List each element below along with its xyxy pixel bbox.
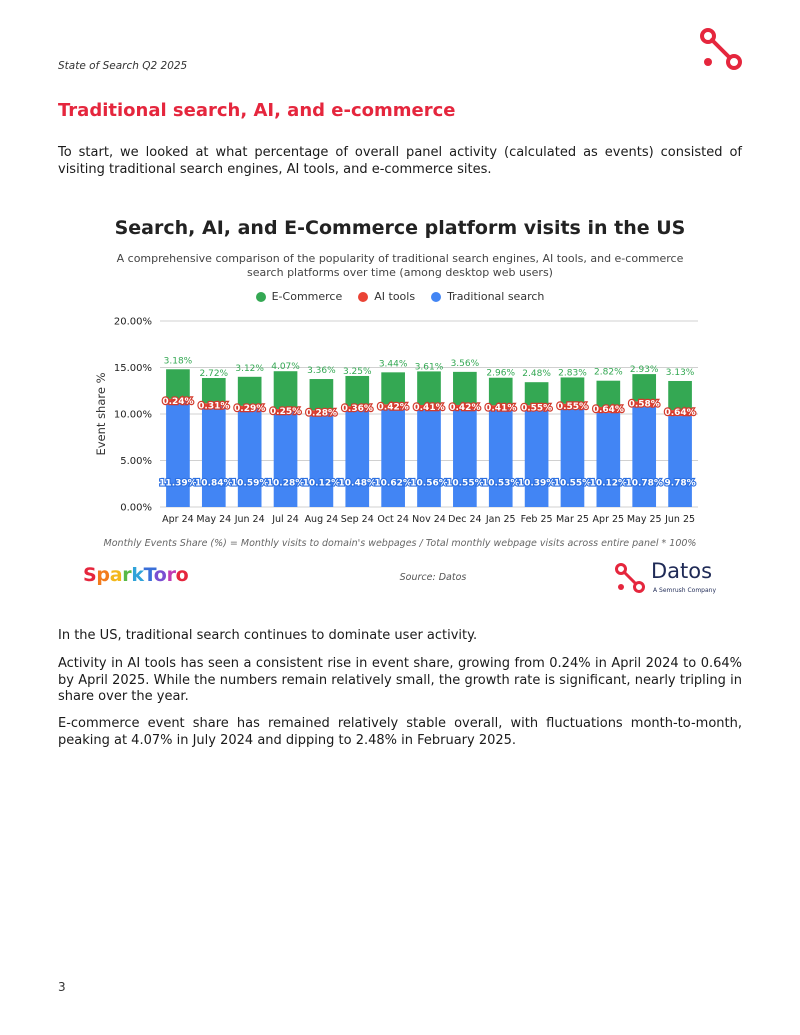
legend-label: E-Commerce: [271, 290, 343, 303]
chart-figure: [78, 205, 722, 605]
bar-ecommerce: [310, 379, 334, 410]
data-label-ai-tools: 0.42%: [377, 402, 409, 413]
data-label-ecommerce: 2.82%: [594, 367, 623, 378]
bar-ecommerce: [453, 372, 477, 405]
data-label-ecommerce: 3.18%: [163, 356, 193, 367]
bar-ecommerce: [417, 371, 441, 405]
data-label-ai-tools: 0.28%: [305, 408, 338, 419]
sparktoro-letter: p: [96, 564, 110, 586]
sparktoro-letter: k: [131, 564, 144, 586]
x-tick-label: Dec 24: [448, 514, 482, 525]
data-label-ecommerce: 3.61%: [414, 362, 444, 373]
x-tick-label: Jun 25: [665, 514, 696, 525]
data-label-traditional-search: 11.39%: [159, 478, 197, 489]
sparktoro-letter: o: [153, 564, 167, 586]
x-tick-label: Sep 24: [340, 514, 374, 525]
sparktoro-letter: o: [175, 564, 189, 586]
data-label-ecommerce: 2.48%: [522, 369, 551, 380]
y-tick-label: 0.00%: [120, 502, 152, 514]
y-tick-label: 10.00%: [113, 409, 152, 421]
x-tick-label: Mar 25: [555, 514, 589, 525]
section-title: Traditional search, AI, and e-commerce: [58, 100, 456, 121]
data-label-ai-tools: 0.55%: [556, 401, 589, 412]
sparktoro-logo: [83, 564, 188, 586]
bar-ecommerce: [489, 378, 513, 406]
data-label-ai-tools: 0.64%: [664, 408, 696, 419]
data-label-traditional-search: 10.55%: [446, 478, 484, 489]
data-label-traditional-search: 10.84%: [195, 478, 233, 489]
data-label-ai-tools: 0.64%: [592, 404, 624, 415]
data-label-traditional-search: 10.78%: [625, 478, 663, 489]
sparktoro-letter: r: [166, 564, 176, 586]
data-label-ecommerce: 3.25%: [342, 366, 372, 377]
data-label-ecommerce: 2.72%: [199, 369, 229, 380]
sparktoro-letter: r: [122, 564, 132, 586]
page-number: 3: [58, 980, 66, 994]
running-head: State of Search Q2 2025: [58, 60, 188, 72]
data-label-ai-tools: 0.25%: [269, 407, 302, 418]
bar-ecommerce: [525, 382, 549, 405]
legend-swatch-icon: [256, 292, 266, 302]
data-label-ecommerce: 3.44%: [378, 359, 408, 370]
legend-item: [431, 290, 544, 303]
data-label-ai-tools: 0.24%: [162, 396, 194, 407]
data-label-traditional-search: 10.53%: [481, 478, 520, 489]
bar-ecommerce: [632, 374, 656, 401]
x-tick-label: Jun 24: [234, 514, 265, 525]
bar-traditional-search: [668, 416, 692, 507]
data-label-traditional-search: 10.12%: [589, 478, 628, 489]
data-label-ai-tools: 0.31%: [198, 401, 230, 412]
data-label-ai-tools: 0.36%: [341, 404, 373, 415]
chart-subtitle: A comprehensive comparison of the popularity of traditional search engines, AI tools, and e-commerce search platforms over time (among desktop web users): [116, 252, 684, 279]
data-label-traditional-search: 10.12%: [302, 478, 341, 489]
bar-traditional-search: [310, 413, 334, 507]
legend-swatch-icon: [358, 292, 368, 302]
bar-traditional-search: [596, 413, 620, 507]
bar-traditional-search: [202, 406, 226, 507]
bar-traditional-search: [525, 410, 549, 507]
bar-ecommerce: [668, 381, 692, 410]
x-tick-label: Apr 24: [162, 514, 194, 525]
legend-label: AI tools: [374, 290, 416, 303]
bar-traditional-search: [489, 409, 513, 507]
bar-ecommerce: [274, 371, 298, 409]
x-tick-label: May 24: [196, 514, 232, 525]
body-paragraph-1: In the US, traditional search continues to dominate user activity.: [58, 628, 478, 643]
data-label-traditional-search: 10.55%: [553, 478, 592, 489]
x-tick-label: Jan 25: [485, 514, 516, 525]
data-label-traditional-search: 10.62%: [374, 478, 412, 489]
data-label-ai-tools: 0.55%: [520, 403, 553, 414]
bar-traditional-search: [561, 409, 585, 507]
data-label-ecommerce: 4.07%: [271, 362, 300, 373]
body-paragraph-2: Activity in AI tools has seen a consistent rise in event share, growing from 0.24% in April 2024 to 0.64% by April 2025. While the numbers remain relatively small, the growth rate is significant, nearly tripling in share over the year.: [58, 656, 742, 704]
body-paragraph-3: E-commerce event share has remained relatively stable overall, with fluctuations month-to-month, peaking at 4.07% in July 2024 and dipping to 2.48% in February 2025.: [58, 716, 742, 748]
bar-traditional-search: [166, 401, 190, 507]
x-tick-label: Feb 25: [520, 514, 553, 525]
data-label-traditional-search: 10.39%: [517, 478, 556, 489]
bar-traditional-search: [274, 411, 298, 507]
x-tick-label: May 25: [626, 514, 662, 525]
bar-traditional-search: [238, 409, 262, 507]
chart-title: Search, AI, and E-Commerce platform visits in the US: [114, 217, 686, 239]
legend-item: [256, 290, 343, 303]
bar-ecommerce: [561, 377, 585, 403]
chart-caption: Monthly Events Share (%) = Monthly visits to domain's webpages / Total monthly webpage visits across entire panel * 100%: [103, 538, 697, 549]
x-tick-label: Aug 24: [304, 514, 339, 525]
y-axis-label: Event share %: [94, 372, 108, 456]
bar-traditional-search: [381, 408, 405, 507]
bar-ecommerce: [202, 378, 226, 403]
legend-item: [358, 290, 415, 303]
bar-ecommerce: [166, 369, 190, 399]
sparktoro-letter: a: [109, 564, 123, 586]
datos-mark-icon: [613, 561, 647, 595]
bar-traditional-search: [417, 409, 441, 507]
data-label-traditional-search: 10.48%: [338, 478, 377, 489]
x-tick-label: Jul 24: [272, 514, 299, 525]
data-label-ecommerce: 3.56%: [450, 358, 480, 369]
data-label-ai-tools: 0.42%: [449, 402, 481, 413]
y-tick-label: 5.00%: [120, 456, 152, 467]
bar-ecommerce: [381, 372, 405, 404]
bar-traditional-search: [453, 409, 477, 507]
bar-ecommerce: [596, 381, 620, 407]
data-label-ecommerce: 3.12%: [235, 363, 264, 374]
data-label-ai-tools: 0.29%: [234, 403, 266, 414]
x-tick-label: Nov 24: [412, 514, 446, 525]
legend-label: Traditional search: [447, 290, 545, 303]
sparktoro-letter: T: [143, 564, 154, 586]
data-label-traditional-search: 10.28%: [266, 478, 305, 489]
data-label-traditional-search: 10.56%: [410, 478, 448, 489]
data-label-ecommerce: 2.96%: [486, 368, 516, 379]
datos-logo: [613, 561, 723, 597]
data-label-ecommerce: 2.93%: [629, 365, 659, 376]
data-label-ai-tools: 0.41%: [485, 403, 517, 414]
datos-tagline: A Semrush Company: [653, 587, 717, 594]
datos-wordmark: Datos: [651, 559, 713, 583]
y-tick-label: 20.00%: [113, 316, 152, 328]
x-tick-label: Oct 24: [377, 514, 409, 525]
chart-source: Source: Datos: [399, 572, 467, 583]
bar-ecommerce: [238, 377, 262, 406]
sparktoro-letter: S: [83, 564, 97, 586]
bar-traditional-search: [345, 410, 369, 507]
y-tick-label: 15.00%: [113, 363, 152, 374]
data-label-ecommerce: 3.36%: [307, 366, 336, 377]
data-label-ecommerce: 2.83%: [558, 368, 587, 379]
bar-traditional-search: [632, 407, 656, 507]
data-label-traditional-search: 10.59%: [230, 478, 269, 489]
x-tick-label: Apr 25: [592, 514, 625, 525]
chart-legend: [78, 290, 722, 303]
bar-ecommerce: [345, 376, 369, 406]
data-label-traditional-search: 9.78%: [664, 478, 696, 489]
intro-paragraph: To start, we looked at what percentage of overall panel activity (calculated as events) consisted of visiting traditional search engines, AI tools, and e-commerce sites.: [58, 145, 742, 177]
brand-logo-icon: [696, 26, 744, 72]
data-label-ecommerce: 3.13%: [665, 367, 695, 378]
data-label-ai-tools: 0.58%: [628, 399, 660, 410]
legend-swatch-icon: [431, 292, 441, 302]
data-label-ai-tools: 0.41%: [413, 402, 445, 413]
